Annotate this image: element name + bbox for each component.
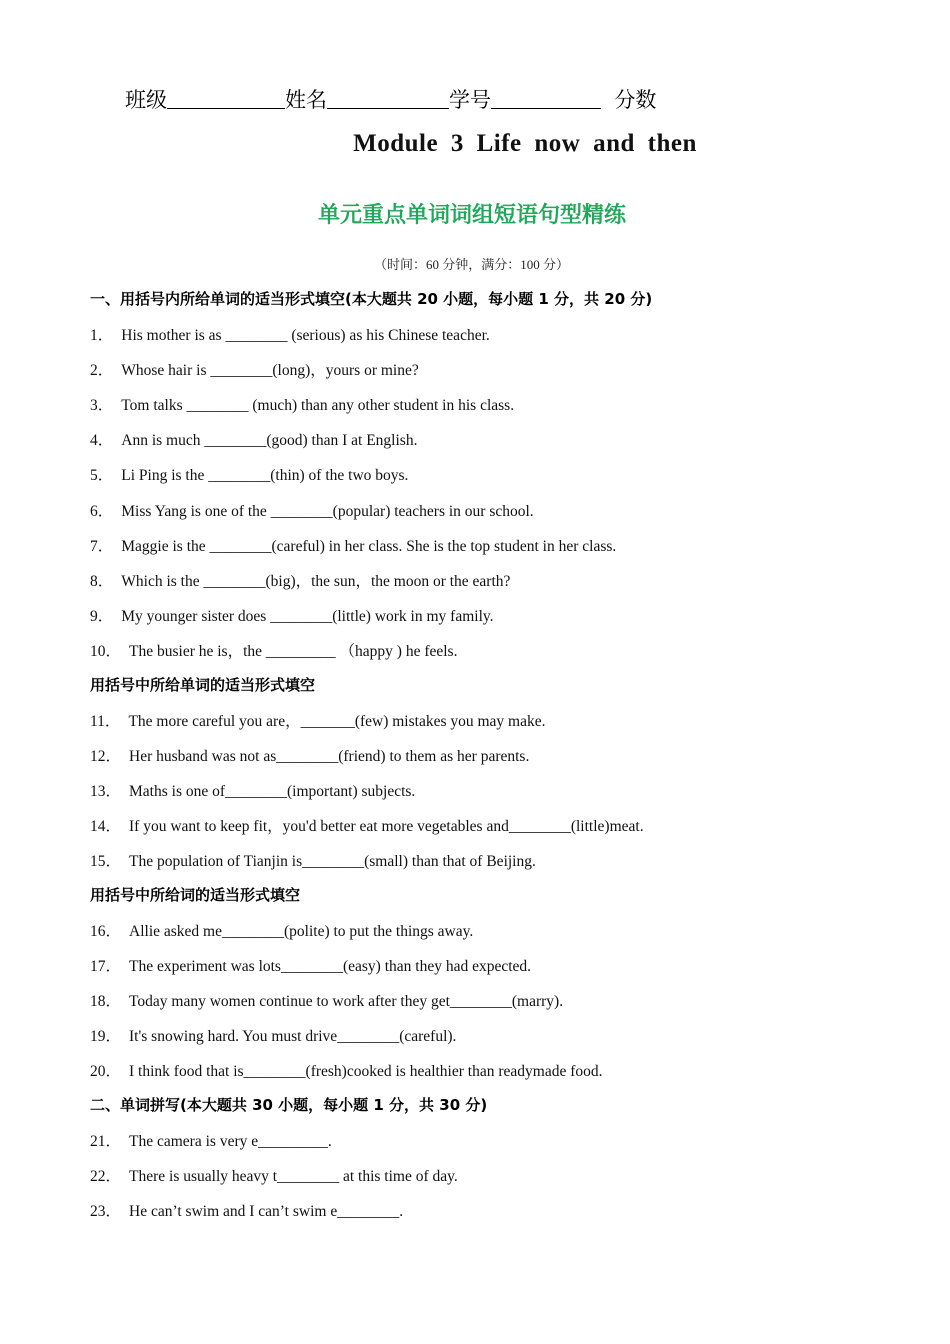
question-text: I think food that is________(fresh)cooked is healthier than readymade food.: [129, 1063, 603, 1080]
question-item: [90, 954, 531, 976]
question-number: 20．: [90, 1063, 122, 1080]
question-item: [90, 569, 510, 591]
question-item: [90, 744, 529, 766]
question-item: [90, 428, 417, 450]
question-item: [90, 1129, 332, 1151]
student-id-label: 学号: [449, 88, 491, 112]
section-heading-1c: 用括号中所给词的适当形式填空: [90, 886, 301, 904]
question-text: The camera is very e_________.: [129, 1133, 332, 1150]
question-number: 17．: [90, 958, 122, 975]
student-id-blank[interactable]: [491, 88, 601, 109]
section-heading-1b: 用括号中所给单词的适当形式填空: [90, 676, 316, 694]
question-text: Her husband was not as________(friend) to them as her parents.: [129, 748, 530, 765]
question-item: [90, 1164, 458, 1186]
question-number: 1．: [90, 327, 114, 344]
question-text: The experiment was lots________(easy) than they had expected.: [129, 958, 532, 975]
question-text: It's snowing hard. You must drive________(careful).: [129, 1028, 457, 1045]
question-item: [90, 499, 534, 521]
question-number: 21．: [90, 1133, 122, 1150]
question-number: 14．: [90, 818, 122, 835]
question-number: 5．: [90, 467, 114, 484]
question-text: He can’t swim and I can’t swim e________.: [129, 1203, 404, 1220]
question-item: [90, 919, 473, 941]
question-item: [90, 814, 644, 836]
question-text: Ann is much ________(good) than I at English.: [121, 432, 418, 449]
question-item: [90, 709, 546, 731]
question-text: There is usually heavy t________ at this time of day.: [129, 1168, 458, 1185]
question-number: 13．: [90, 783, 122, 800]
question-item: [90, 779, 415, 801]
question-text: If you want to keep fit，you'd better eat more vegetables and________(little)meat.: [129, 818, 644, 835]
question-item: [90, 989, 563, 1011]
exam-meta: （时间：60 分钟，满分：100 分）: [374, 257, 570, 272]
name-blank[interactable]: [327, 88, 449, 109]
question-item: [90, 358, 419, 380]
score-label: 分数: [614, 88, 657, 112]
section-heading-1: 一、用括号内所给单词的适当形式填空(本大题共 20 小题，每小题 1 分，共 20 分): [90, 290, 653, 308]
question-text: The busier he is，the _________ （happy ) he feels.: [129, 643, 458, 660]
question-text: Maggie is the ________(careful) in her class. She is the top student in her class.: [121, 538, 617, 555]
question-number: 3．: [90, 397, 114, 414]
question-text: Li Ping is the ________(thin) of the two boys.: [121, 467, 409, 484]
question-number: 23．: [90, 1203, 122, 1220]
question-number: 7．: [90, 538, 114, 555]
section-heading-2: 二、单词拼写(本大题共 30 小题，每小题 1 分，共 30 分): [90, 1096, 488, 1114]
question-text: The population of Tianjin is________(small) than that of Beijing.: [129, 853, 536, 870]
question-item: [90, 323, 490, 345]
class-label: 班级: [125, 88, 167, 112]
question-item: [90, 534, 616, 556]
question-text: Tom talks ________ (much) than any other student in his class.: [121, 397, 515, 414]
question-item: [90, 639, 457, 661]
student-info-row: [125, 84, 656, 114]
module-title: Module 3 Life now and then: [353, 130, 697, 157]
question-number: 6．: [90, 503, 114, 520]
question-item: [90, 849, 536, 871]
question-text: Today many women continue to work after they get________(marry).: [129, 993, 564, 1010]
question-number: 2．: [90, 362, 114, 379]
question-number: 10．: [90, 643, 122, 660]
question-text: Miss Yang is one of the ________(popular) teachers in our school.: [121, 503, 534, 520]
question-number: 16．: [90, 923, 122, 940]
name-label: 姓名: [285, 88, 327, 112]
question-text: My younger sister does ________(little) work in my family.: [121, 608, 494, 625]
question-text: The more careful you are，_______(few) mistakes you may make.: [128, 713, 546, 730]
class-blank[interactable]: [167, 88, 285, 109]
question-number: 4．: [90, 432, 114, 449]
question-number: 22．: [90, 1168, 122, 1185]
question-item: [90, 1024, 456, 1046]
question-item: [90, 1199, 403, 1221]
question-item: [90, 1059, 603, 1081]
question-number: 15．: [90, 853, 122, 870]
question-number: 9．: [90, 608, 114, 625]
question-item: [90, 463, 408, 485]
question-item: [90, 393, 514, 415]
question-text: Which is the ________(big)，the sun，the moon or the earth?: [121, 573, 511, 590]
question-text: Allie asked me________(polite) to put the things away.: [129, 923, 474, 940]
question-number: 18．: [90, 993, 122, 1010]
question-number: 12．: [90, 748, 122, 765]
question-text: Maths is one of________(important) subjects.: [129, 783, 416, 800]
question-text: Whose hair is ________(long)，yours or mine?: [121, 362, 419, 379]
question-number: 19．: [90, 1028, 122, 1045]
unit-subtitle: 单元重点单词词组短语句型精练: [318, 203, 627, 228]
question-item: [90, 604, 494, 626]
question-number: 8．: [90, 573, 114, 590]
question-number: 11．: [90, 713, 121, 730]
question-text: His mother is as ________ (serious) as his Chinese teacher.: [121, 327, 490, 344]
